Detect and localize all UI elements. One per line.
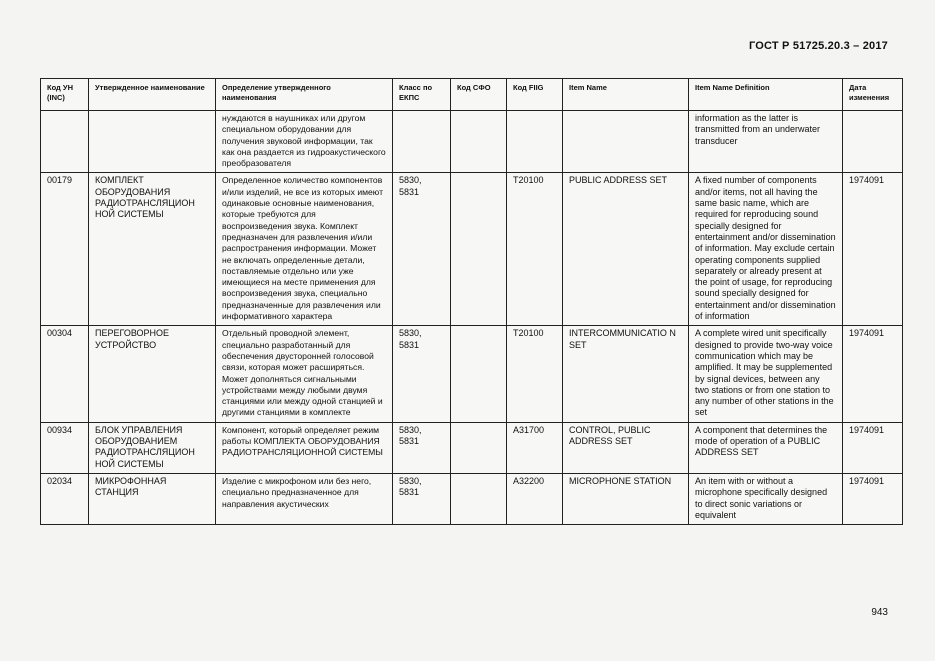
cell-fiig — [507, 111, 563, 173]
document-code: ГОСТ Р 51725.20.3 – 2017 — [748, 40, 888, 52]
cell-fiig: A32200 — [507, 473, 563, 524]
header-definition-ru: Определение утвержденного наименования — [216, 79, 393, 111]
cell-code: 02034 — [41, 473, 89, 524]
cell-definition-ru: нуждаются в наушниках или другом специальном оборудовании для получения звуковой информации, так как она раздается из гидроакустического преобразователя — [216, 111, 393, 173]
cell-date — [843, 111, 903, 173]
cell-definition-ru: Компонент, который определяет режим работы КОМПЛЕКТА ОБОРУДОВАНИЯ РАДИОТРАНСЛЯЦИОННОЙ СИСТЕМЫ — [216, 422, 393, 473]
header-item-definition: Item Name Definition — [689, 79, 843, 111]
cell-name-ru: КОМПЛЕКТ ОБОРУДОВАНИЯ РАДИОТРАНСЛЯЦИОН НОЙ СИСТЕМЫ — [89, 173, 216, 326]
header-sfo: Код СФО — [451, 79, 507, 111]
header-fiig: Код FIIG — [507, 79, 563, 111]
cell-code: 00179 — [41, 173, 89, 326]
header-code: Код УН (INC) — [41, 79, 89, 111]
cell-date: 1974091 — [843, 173, 903, 326]
cell-date: 1974091 — [843, 422, 903, 473]
cell-item-name: PUBLIC ADDRESS SET — [563, 173, 689, 326]
cell-code: 00934 — [41, 422, 89, 473]
cell-item-name: CONTROL, PUBLIC ADDRESS SET — [563, 422, 689, 473]
cell-item-definition: A fixed number of components and/or items, not all having the same basic name, which are required for reproducing sound specially designed for entertainment and/or dissemination of information. May exclude certain operating components supplied separately or already present at the point of usage, for reproducing sound specially designed for entertainment and/or dissemination of information — [689, 173, 843, 326]
page-number: 943 — [871, 607, 888, 618]
table-header-row — [41, 79, 903, 111]
cell-definition-ru: Изделие с микрофоном или без него, специально предназначенное для направления акустических — [216, 473, 393, 524]
cell-name-ru — [89, 111, 216, 173]
cell-sfo — [451, 173, 507, 326]
cell-sfo — [451, 326, 507, 422]
cell-ekps: 5830, 5831 — [393, 422, 451, 473]
table-row — [41, 173, 903, 326]
cell-ekps: 5830, 5831 — [393, 173, 451, 326]
table-row — [41, 473, 903, 524]
header-ekps: Класс по ЕКПС — [393, 79, 451, 111]
cell-name-ru: БЛОК УПРАВЛЕНИЯ ОБОРУДОВАНИЕМ РАДИОТРАНСЛЯЦИОН НОЙ СИСТЕМЫ — [89, 422, 216, 473]
cell-item-name: INTERCOMMUNICATIO N SET — [563, 326, 689, 422]
cell-item-definition: A complete wired unit specifically designed to provide two-way voice communication which may be amplified. It may be supplemented by signal devices, between any two stations or from one station to any number of other stations in the set — [689, 326, 843, 422]
cell-date: 1974091 — [843, 326, 903, 422]
cell-code — [41, 111, 89, 173]
cell-name-ru: МИКРОФОННАЯ СТАНЦИЯ — [89, 473, 216, 524]
cell-item-definition: information as the latter is transmitted from an underwater transducer — [689, 111, 843, 173]
cell-item-name: MICROPHONE STATION — [563, 473, 689, 524]
cell-definition-ru: Определенное количество компонентов и/или изделий, не все из которых имеют одинаковые основные наименования, которые требуются для воспроизведения звука. Комплект предназначен для развлечения и/или распространения информации. Может не включать определенные детали, поставляемые отдельно или уже имеющиеся на месте применения для воспроизведения звука, специально предназначенные для развлечения или информативного характера — [216, 173, 393, 326]
cell-item-definition: An item with or without a microphone specifically designed to direct sonic variations or equivalent — [689, 473, 843, 524]
cell-code: 00304 — [41, 326, 89, 422]
header-name-ru: Утвержденное наименование — [89, 79, 216, 111]
table-row — [41, 326, 903, 422]
cell-fiig: A31700 — [507, 422, 563, 473]
cell-date: 1974091 — [843, 473, 903, 524]
cell-sfo — [451, 473, 507, 524]
nomenclature-table — [40, 78, 903, 525]
cell-ekps: 5830, 5831 — [393, 473, 451, 524]
cell-fiig: T20100 — [507, 173, 563, 326]
cell-ekps: 5830, 5831 — [393, 326, 451, 422]
table-row — [41, 111, 903, 173]
table-row — [41, 422, 903, 473]
cell-sfo — [451, 422, 507, 473]
cell-name-ru: ПЕРЕГОВОРНОЕ УСТРОЙСТВО — [89, 326, 216, 422]
cell-definition-ru: Отдельный проводной элемент, специально разработанный для обеспечения двусторонней голосовой связи, которая может расширяться. Может дополняться сигнальными устройствами между любыми двумя станциями или между одной станцией и другими станциями в комплекте — [216, 326, 393, 422]
header-date: Дата изменения — [843, 79, 903, 111]
cell-item-name — [563, 111, 689, 173]
cell-ekps — [393, 111, 451, 173]
cell-item-definition: A component that determines the mode of operation of a PUBLIC ADDRESS SET — [689, 422, 843, 473]
header-item-name: Item Name — [563, 79, 689, 111]
cell-fiig: T20100 — [507, 326, 563, 422]
cell-sfo — [451, 111, 507, 173]
